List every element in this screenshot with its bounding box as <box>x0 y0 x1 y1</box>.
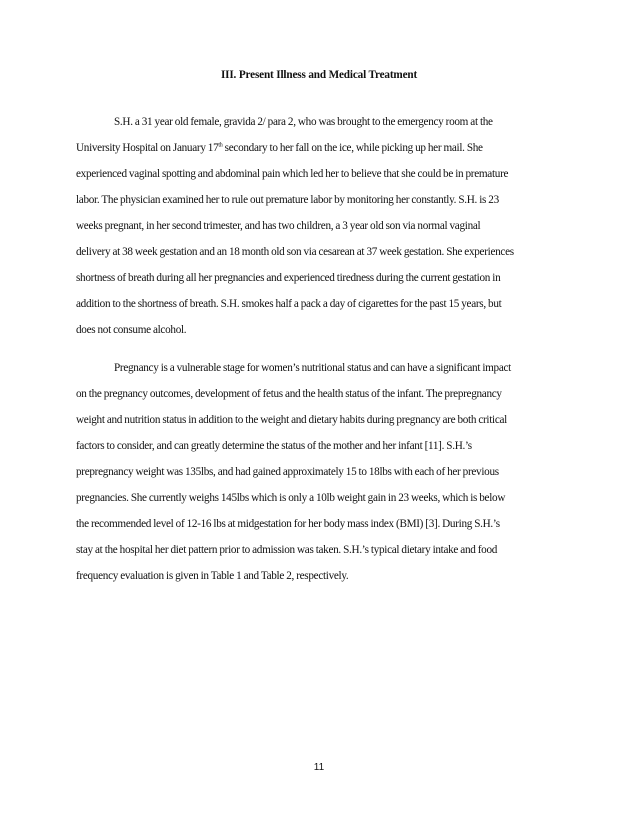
paragraph-line: on the pregnancy outcomes, development of fetus and the health status of the infant. The prepregnancy <box>76 388 502 400</box>
paragraph-line: the recommended level of 12-16 lbs at midgestation for her body mass index (BMI) [3]. During S.H.’s <box>76 518 500 530</box>
paragraph-line: weight and nutrition status in addition to the weight and dietary habits during pregnancy are both critical <box>76 414 507 426</box>
paragraph-line: frequency evaluation is given in Table 1 and Table 2, respectively. <box>76 570 349 582</box>
paragraph-line: experienced vaginal spotting and abdominal pain which led her to believe that she could be in premature <box>76 168 509 180</box>
line-text: secondary to her fall on the ice, while picking up her mail. She <box>222 142 483 154</box>
paragraph-line <box>76 135 562 161</box>
paragraph-present-illness <box>76 109 562 343</box>
paragraph-line: shortness of breath during all her pregnancies and experienced tiredness during the current gestation in <box>76 272 501 284</box>
page-number: 11 <box>313 762 325 773</box>
ordinal-superscript: th <box>218 142 223 149</box>
paragraph-line: addition to the shortness of breath. S.H. smokes half a pack a day of cigarettes for the past 15 years, but <box>76 298 502 310</box>
section-heading: III. Present Illness and Medical Treatment <box>220 69 418 81</box>
paragraph-line: does not consume alcohol. <box>76 324 187 336</box>
line-text: University Hospital on January 17 <box>76 142 219 154</box>
paragraph-line: labor. The physician examined her to rule out premature labor by monitoring her constantly. S.H. is 23 <box>76 194 499 206</box>
paragraph-line: S.H. a 31 year old female, gravida 2/ para 2, who was brought to the emergency room at the <box>114 116 493 128</box>
paragraph-line: delivery at 38 week gestation and an 18 month old son via cesarean at 37 week gestation. She experiences <box>76 246 514 258</box>
paragraph-line: pregnancies. She currently weighs 145lbs which is only a 10lb weight gain in 23 weeks, which is below <box>76 492 506 504</box>
paragraph-line: stay at the hospital her diet pattern prior to admission was taken. S.H.’s typical dietary intake and food <box>76 544 498 556</box>
paragraph-line: weeks pregnant, in her second trimester, and has two children, a 3 year old son via normal vaginal <box>76 220 481 232</box>
paragraph-line: factors to consider, and can greatly determine the status of the mother and her infant [11]. S.H.’s <box>76 440 472 452</box>
paragraph-pregnancy-nutrition <box>76 355 562 589</box>
paragraph-line: Pregnancy is a vulnerable stage for women’s nutritional status and can have a significant impact <box>114 362 511 374</box>
paragraph-line: prepregnancy weight was 135lbs, and had gained approximately 15 to 18lbs with each of her previous <box>76 466 499 478</box>
